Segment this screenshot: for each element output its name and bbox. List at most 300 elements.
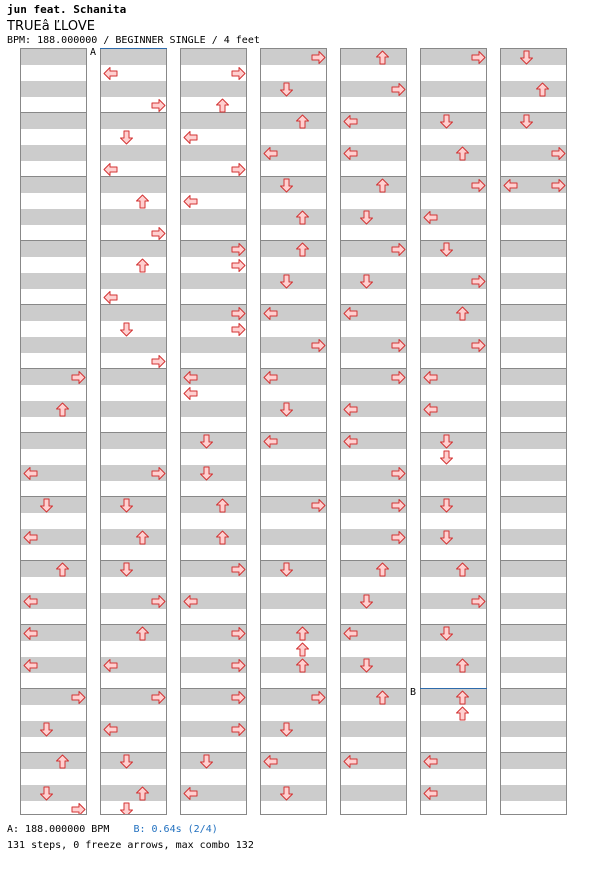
- measure-line: [21, 432, 86, 433]
- arrow-right-icon: [231, 722, 246, 737]
- arrow-up-icon: [375, 178, 390, 193]
- measure-line: [261, 240, 326, 241]
- row-band: [101, 49, 166, 65]
- row-band: [101, 785, 166, 801]
- measure-line: [501, 560, 566, 561]
- row-band: [181, 209, 246, 225]
- arrow-left-icon: [183, 594, 198, 609]
- row-band: [181, 49, 246, 65]
- arrow-down-icon: [439, 434, 454, 449]
- measure-line: [21, 688, 86, 689]
- row-band: [21, 49, 86, 65]
- arrow-right-icon: [71, 802, 86, 815]
- arrow-down-icon: [519, 50, 534, 65]
- row-band: [261, 593, 326, 609]
- arrow-up-icon: [455, 706, 470, 721]
- measure-line: [181, 304, 246, 305]
- row-band: [101, 209, 166, 225]
- arrow-down-icon: [439, 450, 454, 465]
- row-band: [261, 465, 326, 481]
- arrow-right-icon: [231, 66, 246, 81]
- row-band: [101, 369, 166, 385]
- measure-line: [421, 304, 486, 305]
- arrow-down-icon: [439, 530, 454, 545]
- arrow-left-icon: [343, 114, 358, 129]
- row-band: [181, 337, 246, 353]
- arrow-left-icon: [183, 370, 198, 385]
- measure-line: [101, 624, 166, 625]
- row-band: [21, 113, 86, 129]
- row-band: [501, 369, 566, 385]
- arrow-right-icon: [391, 466, 406, 481]
- marker-a-label: A: [90, 47, 97, 58]
- arrow-left-icon: [343, 754, 358, 769]
- measure-line: [501, 496, 566, 497]
- chart-column-2: [100, 48, 167, 815]
- song-title: TRUEâ ĽLOVE: [7, 19, 95, 34]
- row-band: [101, 305, 166, 321]
- row-band: [101, 177, 166, 193]
- arrow-left-icon: [183, 386, 198, 401]
- row-band: [181, 81, 246, 97]
- arrow-left-icon: [343, 146, 358, 161]
- arrow-down-icon: [359, 594, 374, 609]
- measure-line: [181, 624, 246, 625]
- arrow-up-icon: [215, 98, 230, 113]
- row-band: [501, 273, 566, 289]
- arrow-up-icon: [375, 690, 390, 705]
- arrow-up-icon: [55, 402, 70, 417]
- measure-line: [421, 240, 486, 241]
- stop-legend: B: 0.64s (2/4): [133, 824, 218, 835]
- row-band: [21, 273, 86, 289]
- arrow-up-icon: [295, 114, 310, 129]
- measure-line: [501, 368, 566, 369]
- measure-line: [501, 752, 566, 753]
- arrow-up-icon: [295, 242, 310, 257]
- measure-line: [21, 112, 86, 113]
- measure-line: [501, 432, 566, 433]
- row-band: [341, 49, 406, 65]
- arrow-down-icon: [519, 114, 534, 129]
- legend-line: [7, 824, 218, 835]
- arrow-left-icon: [263, 370, 278, 385]
- arrow-left-icon: [343, 402, 358, 417]
- measure-line: [181, 560, 246, 561]
- bpm-legend: A: 188.000000 BPM: [7, 824, 110, 835]
- arrow-right-icon: [391, 370, 406, 385]
- arrow-down-icon: [439, 626, 454, 641]
- arrow-down-icon: [359, 658, 374, 673]
- arrow-up-icon: [55, 754, 70, 769]
- arrow-right-icon: [231, 322, 246, 337]
- measure-line: [101, 688, 166, 689]
- measure-line: [341, 176, 406, 177]
- arrow-left-icon: [263, 754, 278, 769]
- measure-line: [421, 432, 486, 433]
- row-band: [421, 657, 486, 673]
- measure-line: [261, 176, 326, 177]
- measure-line: [421, 368, 486, 369]
- measure-line: [261, 368, 326, 369]
- arrow-down-icon: [199, 466, 214, 481]
- measure-line: [501, 304, 566, 305]
- measure-line: [341, 752, 406, 753]
- row-band: [421, 689, 486, 705]
- song-artist: jun feat. Schanita: [7, 3, 127, 16]
- arrow-down-icon: [439, 498, 454, 513]
- row-band: [261, 529, 326, 545]
- arrow-left-icon: [103, 658, 118, 673]
- arrow-left-icon: [343, 434, 358, 449]
- marker-a-line: [100, 48, 167, 49]
- row-band: [101, 337, 166, 353]
- measure-line: [21, 496, 86, 497]
- arrow-right-icon: [231, 626, 246, 641]
- arrow-right-icon: [471, 274, 486, 289]
- row-band: [101, 81, 166, 97]
- arrow-left-icon: [23, 530, 38, 545]
- arrow-left-icon: [23, 466, 38, 481]
- arrow-right-icon: [471, 594, 486, 609]
- chart-column-5: [340, 48, 407, 815]
- arrow-right-icon: [311, 338, 326, 353]
- arrow-up-icon: [135, 530, 150, 545]
- row-band: [101, 273, 166, 289]
- measure-line: [21, 560, 86, 561]
- arrow-right-icon: [311, 50, 326, 65]
- arrow-down-icon: [279, 178, 294, 193]
- arrow-left-icon: [343, 306, 358, 321]
- arrow-right-icon: [151, 98, 166, 113]
- arrow-right-icon: [311, 498, 326, 513]
- marker-b-line: [420, 688, 487, 689]
- row-band: [21, 81, 86, 97]
- chart-column-3: [180, 48, 247, 815]
- arrow-right-icon: [151, 354, 166, 369]
- row-band: [101, 113, 166, 129]
- measure-line: [341, 304, 406, 305]
- row-band: [421, 561, 486, 577]
- row-band: [501, 465, 566, 481]
- row-band: [501, 81, 566, 97]
- row-band: [501, 593, 566, 609]
- arrow-left-icon: [23, 626, 38, 641]
- measure-line: [181, 112, 246, 113]
- arrow-left-icon: [423, 210, 438, 225]
- arrow-down-icon: [39, 722, 54, 737]
- arrow-left-icon: [103, 290, 118, 305]
- row-band: [21, 433, 86, 449]
- row-band: [181, 529, 246, 545]
- chart-info: BPM: 188.000000 / BEGINNER SINGLE / 4 feet: [7, 35, 260, 46]
- measure-line: [21, 240, 86, 241]
- row-band: [421, 721, 486, 737]
- arrow-down-icon: [279, 722, 294, 737]
- arrow-up-icon: [55, 562, 70, 577]
- measure-line: [501, 240, 566, 241]
- arrow-down-icon: [119, 322, 134, 337]
- chart-column-6: [420, 48, 487, 815]
- arrow-down-icon: [279, 274, 294, 289]
- arrow-left-icon: [263, 146, 278, 161]
- row-band: [501, 785, 566, 801]
- arrow-down-icon: [359, 210, 374, 225]
- arrow-right-icon: [231, 258, 246, 273]
- chart-column-4: [260, 48, 327, 815]
- arrow-left-icon: [183, 786, 198, 801]
- measure-line: [181, 240, 246, 241]
- measure-line: [261, 624, 326, 625]
- measure-line: [341, 368, 406, 369]
- row-band: [21, 209, 86, 225]
- row-band: [341, 689, 406, 705]
- arrow-right-icon: [471, 338, 486, 353]
- measure-line: [101, 752, 166, 753]
- arrow-up-icon: [215, 498, 230, 513]
- row-band: [101, 625, 166, 641]
- row-band: [501, 241, 566, 257]
- arrow-left-icon: [423, 786, 438, 801]
- row-band: [501, 529, 566, 545]
- measure-line: [501, 112, 566, 113]
- measure-line: [421, 752, 486, 753]
- measure-line: [181, 752, 246, 753]
- arrow-right-icon: [311, 690, 326, 705]
- measure-line: [101, 560, 166, 561]
- row-band: [501, 401, 566, 417]
- measure-line: [261, 752, 326, 753]
- chart-stats: 131 steps, 0 freeze arrows, max combo 132: [7, 840, 254, 851]
- row-band: [21, 337, 86, 353]
- measure-line: [261, 560, 326, 561]
- arrow-up-icon: [215, 530, 230, 545]
- row-band: [421, 81, 486, 97]
- measure-line: [181, 368, 246, 369]
- measure-line: [341, 560, 406, 561]
- arrow-left-icon: [183, 194, 198, 209]
- arrow-up-icon: [375, 50, 390, 65]
- row-band: [421, 305, 486, 321]
- row-band: [21, 145, 86, 161]
- arrow-down-icon: [439, 242, 454, 257]
- arrow-right-icon: [391, 82, 406, 97]
- arrow-down-icon: [119, 498, 134, 513]
- row-band: [501, 337, 566, 353]
- row-band: [341, 785, 406, 801]
- arrow-down-icon: [39, 498, 54, 513]
- arrow-right-icon: [391, 530, 406, 545]
- row-band: [181, 497, 246, 513]
- measure-line: [341, 496, 406, 497]
- row-band: [181, 273, 246, 289]
- row-band: [421, 465, 486, 481]
- measure-line: [501, 688, 566, 689]
- measure-line: [181, 496, 246, 497]
- measure-line: [341, 240, 406, 241]
- arrow-left-icon: [263, 434, 278, 449]
- arrow-down-icon: [199, 754, 214, 769]
- row-band: [501, 305, 566, 321]
- arrow-right-icon: [551, 178, 566, 193]
- arrow-up-icon: [295, 626, 310, 641]
- row-band: [501, 497, 566, 513]
- arrow-right-icon: [151, 690, 166, 705]
- row-band: [501, 433, 566, 449]
- row-band: [261, 625, 326, 641]
- chart-column-1: [20, 48, 87, 815]
- row-band: [261, 209, 326, 225]
- arrow-left-icon: [103, 162, 118, 177]
- arrow-right-icon: [231, 242, 246, 257]
- arrow-up-icon: [135, 194, 150, 209]
- arrow-right-icon: [231, 306, 246, 321]
- measure-line: [101, 432, 166, 433]
- arrow-up-icon: [455, 146, 470, 161]
- marker-b-label: B: [410, 687, 417, 698]
- row-band: [181, 145, 246, 161]
- row-band: [501, 753, 566, 769]
- row-band: [501, 561, 566, 577]
- arrow-up-icon: [135, 786, 150, 801]
- measure-line: [421, 560, 486, 561]
- arrow-up-icon: [135, 626, 150, 641]
- arrow-left-icon: [423, 754, 438, 769]
- arrow-left-icon: [263, 306, 278, 321]
- measure-line: [421, 176, 486, 177]
- row-band: [421, 145, 486, 161]
- measure-line: [421, 496, 486, 497]
- arrow-down-icon: [199, 434, 214, 449]
- arrow-right-icon: [71, 690, 86, 705]
- arrow-down-icon: [279, 82, 294, 97]
- arrow-right-icon: [231, 658, 246, 673]
- row-band: [501, 657, 566, 673]
- measure-line: [341, 624, 406, 625]
- chart-column-7: [500, 48, 567, 815]
- arrow-right-icon: [151, 594, 166, 609]
- row-band: [21, 177, 86, 193]
- row-band: [261, 657, 326, 673]
- row-band: [501, 721, 566, 737]
- arrow-left-icon: [343, 626, 358, 641]
- row-band: [21, 305, 86, 321]
- arrow-down-icon: [119, 562, 134, 577]
- row-band: [501, 689, 566, 705]
- measure-line: [501, 624, 566, 625]
- arrow-right-icon: [151, 226, 166, 241]
- arrow-up-icon: [295, 658, 310, 673]
- row-band: [21, 561, 86, 577]
- arrow-left-icon: [103, 722, 118, 737]
- arrow-down-icon: [119, 754, 134, 769]
- arrow-up-icon: [455, 306, 470, 321]
- measure-line: [341, 432, 406, 433]
- row-band: [261, 241, 326, 257]
- measure-line: [341, 112, 406, 113]
- arrow-left-icon: [183, 130, 198, 145]
- arrow-right-icon: [231, 562, 246, 577]
- arrow-left-icon: [423, 402, 438, 417]
- row-band: [181, 113, 246, 129]
- row-band: [181, 401, 246, 417]
- row-band: [101, 433, 166, 449]
- row-band: [101, 401, 166, 417]
- arrow-left-icon: [23, 658, 38, 673]
- arrow-up-icon: [455, 658, 470, 673]
- measure-line: [21, 304, 86, 305]
- measure-line: [181, 432, 246, 433]
- row-band: [101, 145, 166, 161]
- measure-line: [21, 624, 86, 625]
- arrow-left-icon: [103, 66, 118, 81]
- arrow-right-icon: [471, 50, 486, 65]
- arrow-down-icon: [39, 786, 54, 801]
- row-band: [21, 401, 86, 417]
- arrow-down-icon: [119, 802, 134, 815]
- arrow-left-icon: [23, 594, 38, 609]
- arrow-up-icon: [375, 562, 390, 577]
- row-band: [21, 753, 86, 769]
- measure-line: [261, 112, 326, 113]
- measure-line: [21, 368, 86, 369]
- measure-line: [101, 496, 166, 497]
- row-band: [341, 561, 406, 577]
- arrow-right-icon: [231, 690, 246, 705]
- row-band: [501, 209, 566, 225]
- arrow-right-icon: [391, 338, 406, 353]
- measure-line: [341, 688, 406, 689]
- arrow-down-icon: [439, 114, 454, 129]
- row-band: [21, 241, 86, 257]
- arrow-left-icon: [423, 370, 438, 385]
- row-band: [501, 625, 566, 641]
- arrow-right-icon: [391, 242, 406, 257]
- row-band: [341, 721, 406, 737]
- arrow-up-icon: [535, 82, 550, 97]
- measure-line: [261, 688, 326, 689]
- measure-line: [21, 176, 86, 177]
- arrow-up-icon: [295, 210, 310, 225]
- row-band: [341, 177, 406, 193]
- measure-line: [501, 176, 566, 177]
- measure-line: [421, 624, 486, 625]
- arrow-up-icon: [295, 642, 310, 657]
- arrow-down-icon: [359, 274, 374, 289]
- row-band: [181, 177, 246, 193]
- arrow-right-icon: [231, 162, 246, 177]
- measure-line: [421, 112, 486, 113]
- measure-line: [21, 752, 86, 753]
- row-band: [101, 241, 166, 257]
- measure-line: [261, 304, 326, 305]
- measure-line: [261, 432, 326, 433]
- arrow-right-icon: [71, 370, 86, 385]
- arrow-right-icon: [151, 466, 166, 481]
- measure-line: [261, 496, 326, 497]
- row-band: [101, 529, 166, 545]
- arrow-right-icon: [551, 146, 566, 161]
- arrow-down-icon: [119, 130, 134, 145]
- arrow-up-icon: [455, 562, 470, 577]
- arrow-right-icon: [391, 498, 406, 513]
- row-band: [261, 113, 326, 129]
- arrow-up-icon: [455, 690, 470, 705]
- arrow-down-icon: [279, 562, 294, 577]
- arrow-right-icon: [471, 178, 486, 193]
- arrow-up-icon: [135, 258, 150, 273]
- measure-line: [181, 688, 246, 689]
